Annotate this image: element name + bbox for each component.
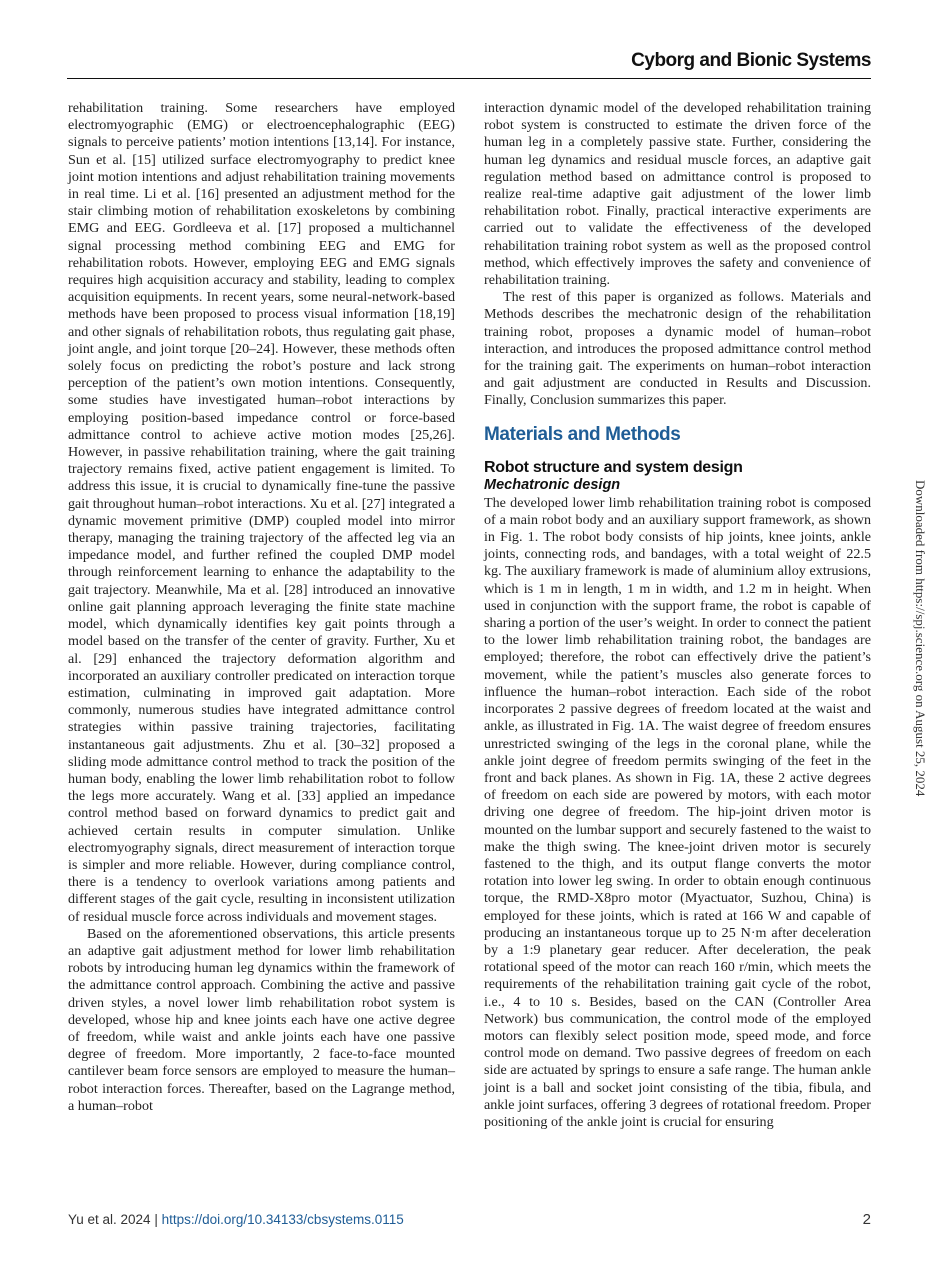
section-title: Materials and Methods (484, 423, 681, 445)
page-number: 2 (862, 1211, 871, 1228)
doi-link[interactable]: https://doi.org/10.34133/cbsystems.0115 (161, 1212, 404, 1227)
paragraph: rehabilitation training. Some researchers have employed electromyographic (EMG) or electroencephalographic (EEG) signals to perceive patients’ motion intentions [13,14]. For instance, Sun et al. [15] utilized surface electromyography to predict knee joint motion intentions and adjust rehabilitation training movements in real time. Li et al. [16] presented an adjustment method for the stair climbing motion of rehabilitation exoskeletons by combining EMG and EEG. Gordleeva et al. [17] proposed a multichannel signal processing method combining EEG and EMG for rehabilitation robots. However, employing EEG and EMG signals requires high acquisition accuracy and stability, leading to complex acquisition equipments. In recent years, some neural-network-based methods have been proposed to process visual information [18,19] and other signals of rehabilitation robots, thus regulating gait phase, joint angle, and joint torque [20–24]. However, these methods often solely focus on predicting the robot’s posture and lack strong perception of the patient’s own motion intentions. Consequently, some studies have investigated human–robot interactions by employing position-based impedance control or force-based admittance control to achieve active motion modes [25,26]. However, in passive rehabilitation training, where the gait training trajectory remains fixed, active patient engagement is limited. To address this issue, it is crucial to dynamically fine-tune the passive gait throughout human–robot interactions. Xu et al. [27] integrated a dynamic movement primitive (DMP) coupled model into mirror therapy, managing the training trajectory of the affected leg via an impedance model, and further refined the coupled DMP model through reinforcement learning to enhance the adaptability to the gait trajectory. Meanwhile, Ma et al. [28] introduced an innovative online gait planning approach leveraging the finite state machine model, which dynamically identifies key gait points through a model based on the transfer of the center of gravity. Further, Xu et al. [29] enhanced the trajectory deformation algorithm and incorporated an auxiliary controller predicated on interaction torque estimation, culminating in improved gait adaptation. More commonly, numerous studies have integrated admittance control strategies within passive training trajectories, facilitating instantaneous gait adjustments. Zhu et al. [30–32] proposed a sliding mode admittance control method to track the position of the human body, enabling the lower limb rehabilitation robot to follow the legs more accurately. Wang et al. [33] applied an impedance control method based on forward dynamics to predict gait and achieved certain results in computer simulation. Unlike electromyography signals, direct measurement of interaction torque is simpler and more reliable. However, during compliance control, there is a tendency to overlook variations among patients and different stages of the gait cycle, resulting in inconsistent utilization of residual muscle force across individuals and movement stages. (68, 100, 455, 925)
footer-citation (68, 1212, 404, 1227)
left-column (68, 100, 455, 1115)
paragraph: The rest of this paper is organized as follows. Materials and Methods describes the mechatronic design of the rehabilitation training robot, proposes a dynamic model of human–robot interaction, and introduces the proposed admittance control method for the training gait. The experiments on human–robot interaction and gait adjustment are conducted in Results and Discussion. Finally, Conclusion summarizes this paper. (484, 289, 871, 409)
subsubsection-title: Mechatronic design (484, 476, 621, 493)
download-notice: Downloaded from https://spj.science.org on August 25, 2024 (913, 480, 928, 797)
header-rule (67, 78, 871, 79)
paragraph: Based on the aforementioned observations, this article presents an adaptive gait adjustment method for lower limb rehabilitation robots by introducing human leg dynamics within the framework of the admittance control approach. Combining the active and passive driven styles, a novel lower limb rehabilitation robot system is developed, whose hip and knee joints each have one active degree of freedom, while waist and ankle joints each have one passive degree of freedom. More importantly, 2 face-to-face mounted cantilever beam force sensors are employed to measure the human–robot interaction forces. Thereafter, based on the Lagrange method, a human–robot (68, 925, 455, 1114)
right-column (484, 100, 871, 1131)
citation-text: Yu et al. 2024 | (68, 1212, 162, 1227)
paragraph: interaction dynamic model of the developed rehabilitation training robot system is constructed to estimate the driven force of the human leg in a completely passive state. Further, considering the human leg dynamics and residual muscle forces, an adaptive gait regulation method based on admittance control is proposed to realize real-time adaptive gait adjustment of the lower limb rehabilitation robot. Finally, practical interactive experiments are carried out to validate the effectiveness of the developed rehabilitation training robot system as well as the proposed control method, which effectively improves the safety and convenience of rehabilitation training. (484, 100, 871, 289)
subsection-title: Robot structure and system design (484, 458, 743, 476)
paragraph: The developed lower limb rehabilitation training robot is composed of a main robot body and an auxiliary support framework, as shown in Fig. 1. The robot body consists of hip joints, knee joints, ankle joints, connecting rods, and bandages, with a total weight of 22.5 kg. The auxiliary framework is made of aluminium alloy extrusions, which is 1 m in length, 1 m in width, and 1.2 m in height. When used in conjunction with the support frame, the robot is capable of sharing a portion of the user’s weight. In order to connect the patient to the lower limb rehabilitation training robot, the bandages are employed; therefore, the robot can effectively drive the patient’s movement, while the patient’s muscles also generate forces to influence the human–robot interaction. Each side of the robot incorporates 2 passive degrees of freedom located at the waist and ankle, as illustrated in Fig. 1A. The waist degree of freedom ensures unrestricted swinging of the legs in the coronal plane, while the ankle joint degree of freedom permits swinging of the feet in the front and back planes. As shown in Fig. 1A, these 2 active degrees of freedom on each side are powered by motors, with each motor driving one degree of freedom. The hip-joint driven motor is mounted on the lumbar support and securely fastened to the waist to make the thigh swing. The knee-joint driven motor is securely fastened to the thigh, and its output flange converts the motor rotation into lower leg swing. In order to obtain enough continuous torque, the RMD-X8pro motor (Myactuator, Suzhou, China) is employed for these joints, which is rated at 166 W and capable of producing an instantaneous torque up to 25 N·m after deceleration by a 1:9 planetary gear reducer. After deceleration, the peak rotational speed of the motor can reach 160 r/min, which meets the requirements of the rehabilitation training gait cycle of the robot, i.e., 4 to 10 s. Besides, based on the CAN (Controller Area Network) bus communication, the control mode of the employed motors can flexibly select position mode, speed mode, and force control mode on demand. Two passive degrees of freedom on each side are actuated by springs to ensure a safe range. The human ankle joint is a ball and socket joint consisting of the tibia, fibula, and ankle joint surfaces, offering 3 degrees of rotational freedom. Proper positioning of the ankle joint is crucial for ensuring (484, 494, 871, 1130)
journal-name: Cyborg and Bionic Systems (631, 50, 871, 71)
